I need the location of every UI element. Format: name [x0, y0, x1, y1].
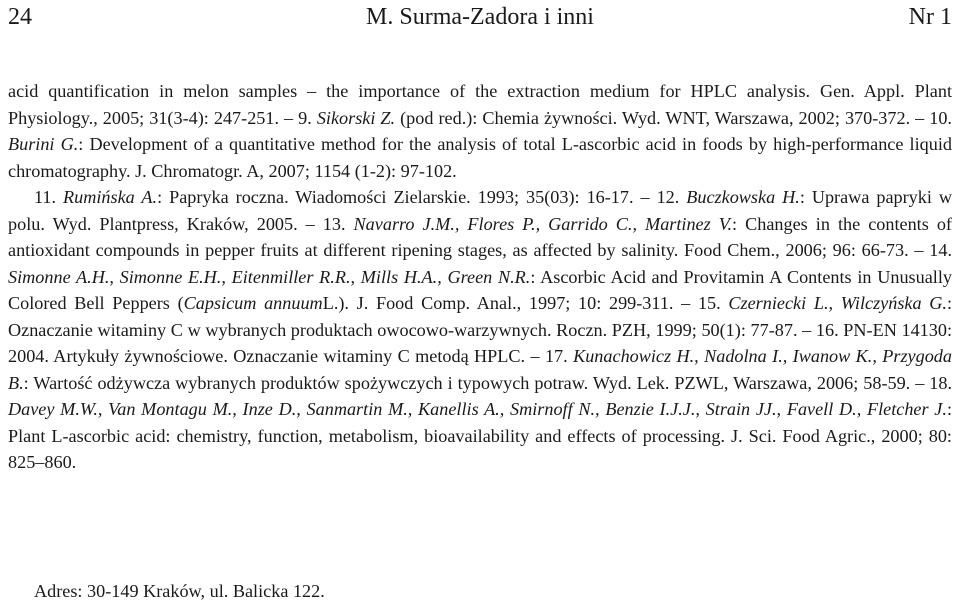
species-name: Capsicum annuum — [183, 293, 323, 313]
running-title: M. Surma-Zadora i inni — [366, 4, 594, 30]
ref-author: Kunachowicz H., Nadolna I., Iwanow K., Przygoda B. — [8, 346, 952, 393]
ref-author: Rumińska A. — [63, 187, 158, 207]
ref-text: : Ascorbic Acid and Provitamin A Contents in Unusually Colored Bell Peppers ( — [8, 266, 952, 313]
ref-text: : Plant L-ascorbic acid: chemistry, function, metabolism, bioavailability and effects of processing. J. Sci. Food Agric., 2000; 80: 825–860. — [8, 399, 952, 472]
ref-author: Navarro J.M., Flores P., Garrido C., Martinez V. — [353, 213, 733, 234]
references-paragraph-1 — [8, 78, 952, 184]
ref-text: acid quantification in melon samples – the importance of the extraction medium for HPLC analysis. Gen. Appl. Plant Physiology., 2005; 31(3-4): 247-251. – 9. — [8, 81, 952, 128]
ref-text: L.). J. Food Comp. Anal., 1997; 10: 299-311. – 15. — [322, 293, 729, 313]
references-body — [8, 78, 952, 476]
correspondence-address: Adres: 30-149 Kraków, ul. Balicka 122. — [34, 581, 325, 601]
ref-author: Sikorski Z. — [316, 107, 396, 128]
ref-text: : Development of a quantitative method for the analysis of total L-ascorbic acid in foods by high-performance liquid chromatography. J. Chromatogr. A, 2007; 1154 (1-2): 97-102. — [8, 134, 953, 181]
ref-text: 11. — [34, 187, 64, 207]
ref-text: : Oznaczanie witaminy C w wybranych produktach owocowo-warzywnych. Roczn. PZH, 1999; 50(1): 77-87. – 16. PN-EN 14130: 2004. Artykuły żywnościowe. Oznaczanie witaminy C metodą HPLC. – 17. — [8, 293, 953, 366]
ref-author: Czerniecki L., Wilczyńska G. — [728, 293, 947, 313]
references-paragraph-2 — [8, 184, 952, 476]
ref-author: Simonne A.H., Simonne E.H., Eitenmiller R.R., Mills H.A., Green N.R. — [8, 266, 531, 287]
ref-author: Burini G. — [8, 134, 79, 154]
ref-author: Davey M.W., Van Montagu M., Inze D., Sanmartin M., Kanellis A., Smirnoff N., Benzie I.J.J., Strain JJ., Favell D., Fletcher J. — [8, 399, 947, 419]
issue-number: Nr 1 — [908, 4, 952, 30]
running-header — [8, 0, 952, 34]
page-number: 24 — [8, 4, 32, 30]
ref-text: : Uprawa papryki w polu. Wyd. Plantpress, Kraków, 2005. – 13. — [8, 187, 953, 234]
ref-text: (pod red.): Chemia żywności. Wyd. WNT, Warszawa, 2002; 370-372. – 10. — [395, 107, 952, 128]
ref-author: Buczkowska H. — [686, 187, 800, 207]
ref-text: : Papryka roczna. Wiadomości Zielarskie. 1993; 35(03): 16-17. – 12. — [157, 187, 687, 207]
ref-text: : Wartość odżywcza wybranych produktów spożywczych i typowych potraw. Wyd. Lek. PZWL, Warszawa, 2006; 58-59. – 18. — [23, 372, 952, 393]
ref-text: : Changes in the contents of antioxidant compounds in pepper fruits at different ripening stages, as affected by salinity. Food Chem., 2006; 96: 66-73. – 14. — [8, 213, 952, 260]
